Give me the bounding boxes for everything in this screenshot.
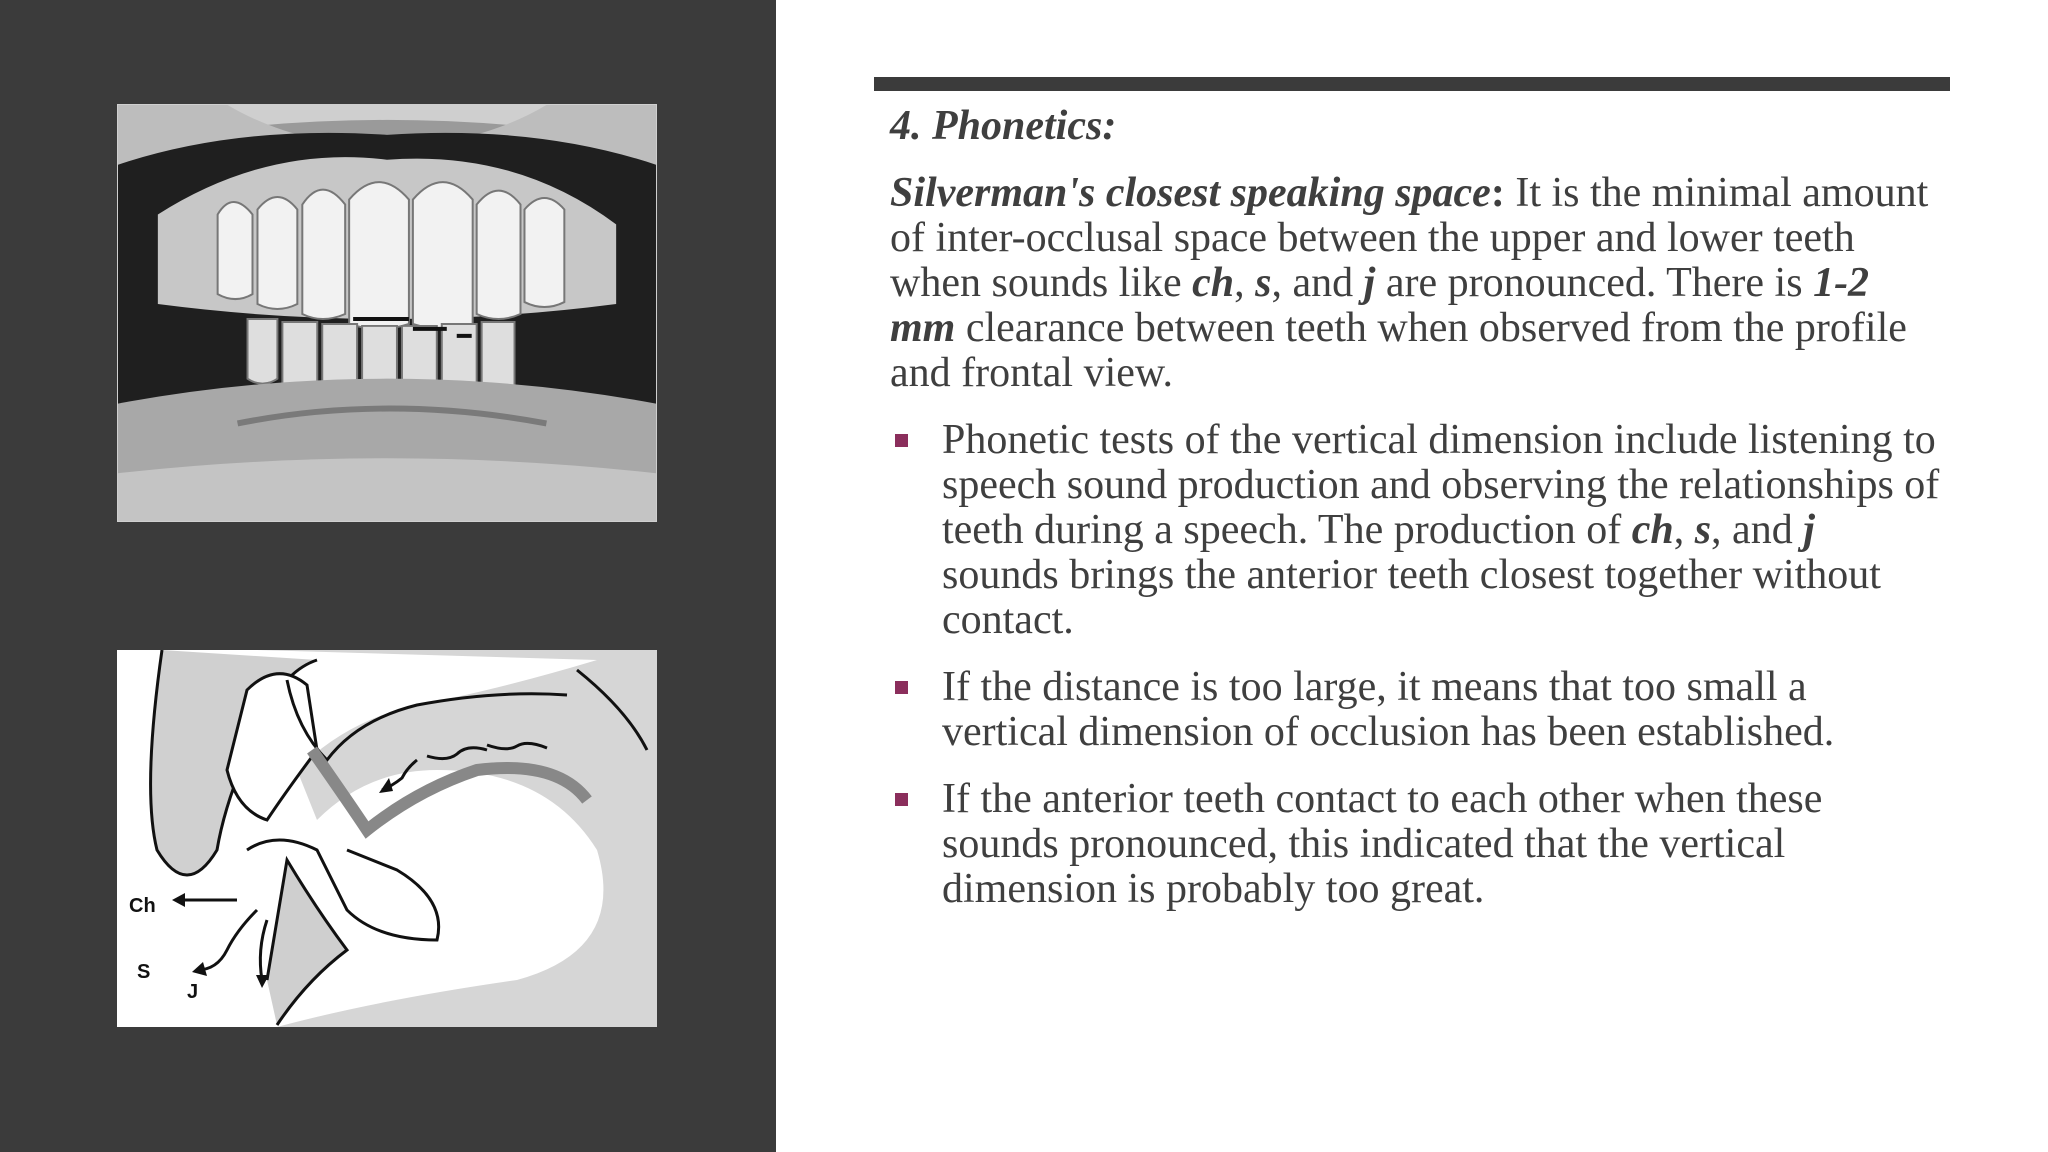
label-ch: Ch — [129, 895, 156, 917]
speech-sound-diagram — [117, 650, 657, 1027]
sound-j: j — [1363, 260, 1376, 306]
sound-ch: ch — [1631, 507, 1674, 553]
section-heading: 4. Phonetics: — [890, 103, 1117, 149]
separator: , and — [1271, 260, 1364, 306]
list-item — [890, 665, 1940, 755]
label-j: J — [187, 981, 199, 1003]
term-colon: : — [1490, 170, 1505, 216]
title-rule — [874, 77, 1950, 91]
intro-text-1: It is the minimal amount of inter-occlusal space between the upper and lower teeth when sounds like — [890, 170, 1929, 306]
teeth-photo-illustration — [118, 105, 656, 521]
separator: , — [1234, 260, 1256, 306]
label-s: S — [137, 961, 151, 983]
bullet-list — [890, 418, 1940, 912]
teeth-photo — [117, 104, 657, 522]
sound-ch: ch — [1192, 260, 1235, 306]
list-item — [890, 777, 1940, 912]
term: Silverman's closest speaking space — [890, 170, 1491, 216]
sound-s: s — [1694, 507, 1712, 553]
phonetics-diagram — [117, 650, 657, 1027]
list-item — [890, 418, 1940, 643]
sound-s: s — [1255, 260, 1272, 306]
bullet-square-icon — [895, 793, 908, 806]
separator: , and — [1711, 507, 1804, 553]
intro-text-3: clearance between teeth when observed from the profile and frontal view. — [890, 305, 1907, 396]
sound-j: j — [1803, 507, 1815, 553]
bullet-text: If the anterior teeth contact to each other when these sounds pronounced, this indicated that the vertical dimension is probably too great. — [942, 776, 1823, 912]
intro-text-2: are pronounced. There is — [1375, 260, 1814, 306]
bullet-square-icon — [895, 681, 908, 694]
bullet-text: Phonetic tests of the vertical dimension include listening to speech sound production and observing the relationships of teeth during a speech. The production of — [942, 417, 1940, 553]
bullet-square-icon — [895, 434, 908, 447]
intro-paragraph — [890, 171, 1940, 396]
left-image-panel — [0, 0, 776, 1152]
clearance-value: 1-2 mm — [890, 260, 1870, 351]
bullet-text: If the distance is too large, it means that too small a vertical dimension of occlusion has been established. — [942, 664, 1835, 755]
separator: , — [1673, 507, 1695, 553]
bullet-text: sounds brings the anterior teeth closest together without contact. — [942, 552, 1881, 643]
slide-content — [890, 104, 1940, 934]
